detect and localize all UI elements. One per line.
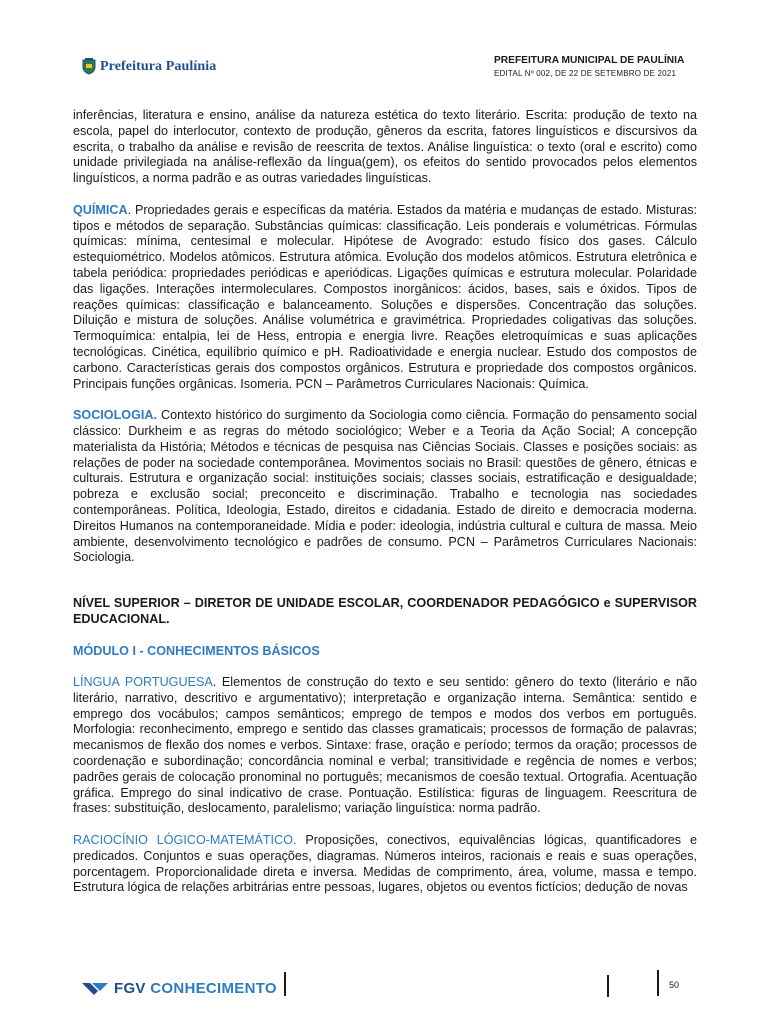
paragraph-sociologia (73, 408, 697, 566)
subject-raciocinio-text: Proposições, conectivos, equivalências lógicas, quantificadores e predicados. Conjuntos e suas operações, diagramas. Números inteiros, racionais e reais e suas operações, porcentagem. Proporcionalidade direta e inversa. Medidas de comprimento, área, volume, massa e tempo. Estrutura lógica de relações arbitrárias entre pessoas, lugares, objetos ou eventos fictícios; dedução de novas (73, 833, 697, 895)
fgv-brand-rest: CONHECIMENTO (150, 980, 277, 997)
paragraph-raciocinio (73, 833, 697, 896)
paragraph-intro: inferências, literatura e ensino, análise da natureza estética do texto literário. Escrita: produção de texto na escola, papel do interlocutor, contexto de produção, gêneros da escrita, fatores linguísticos e discursivos da escrita, o trabalho da análise e revisão de reescrita de textos. Análise linguística: o texto (oral e escrito) como unidade privilegiada na análise-reflexão da língua(gem), os efeitos do sentido provocados pelos elementos linguísticos, a norma padrão e as outras variedades linguísticas. (73, 108, 697, 186)
subject-sociologia-text: Contexto histórico do surgimento da Sociologia como ciência. Formação do pensamento social clássico: Durkheim e as regras do método sociológico; Weber e a Teoria da Ação Social; A concepção materialista da História; Métodos e técnicas de pesquisa nas Ciências Sociais. Classes e posições sociais: as relações de poder na sociedade contemporânea. Movimentos sociais no Brasil: questões de gênero, étnicas e culturais. Estrutura e organização social: instituições sociais; classes sociais, estratificação e desigualdade; pobreza e exclusão social; preconceito e discriminação. Trabalho e tecnologia nas sociedades contemporâneas. Política, Ideologia, Estado, direitos e cidadania. Estado de direito e democracia moderna. Direitos Humanos na contemporaneidade. Mídia e poder: ideologia, indústria cultural e cultura de massa. Meio ambiente, desenvolvimento tecnológico e padrões de consumo. PCN – Parâmetros Curriculares Nacionais: Sociologia. (73, 408, 697, 565)
document-header (494, 55, 684, 78)
fgv-brand-text (114, 980, 277, 997)
page-number: 50 (669, 980, 680, 990)
fgv-brand-bold: FGV (114, 980, 146, 997)
module-heading: MÓDULO I - CONHECIMENTOS BÁSICOS (73, 643, 320, 658)
coat-of-arms-icon (82, 58, 96, 75)
level-heading: NÍVEL SUPERIOR – DIRETOR DE UNIDADE ESCOLAR, COORDENADOR PEDAGÓGICO e SUPERVISOR EDUCACIONAL. (73, 596, 697, 626)
paragraph-portugues (73, 675, 697, 817)
subject-quimica-text: . Propriedades gerais e específicas da matéria. Estados da matéria e mudanças de estado. Misturas: tipos e métodos de separação. Substâncias químicas: classificação. Leis ponderais e volumétricas. Fórmulas químicas: mínima, centesimal e molecular. Hipótese de Avogrado: estudo físico dos gases. Cálculo estequiométrico. Modelos atômicos. Estrutura atômica. Evolução dos modelos atômicos. Estrutura eletrônica e tabela periódica: propriedades periódicas e aperiódicas. Ligações químicas e estrutura molecular. Polaridade das ligações. Interações intermoleculares. Compostos inorgânicos: ácidos, bases, sais e óxidos. Tipos de reações químicas: classificação e balanceamento. Soluções e dispersões. Concentração das soluções. Diluição e mistura de soluções. Análise volumétrica e gravimétrica. Propriedades coligativas das soluções. Termoquímica: entalpia, lei de Hess, entropia e energia livre. Reações eletroquímicas e suas aplicações tecnológicas. Cinética, equilíbrio químico e pH. Radioatividade e energia nuclear. Estudo dos compostos de carbono. Características gerais dos compostos orgânicos. Estrutura e propriedade dos compostos orgânicos. Principais funções orgânicas. Isomeria. PCN – Parâmetros Curriculares Nacionais: Química. (73, 202, 697, 391)
footer-divider-left (284, 972, 286, 996)
subject-portugues-text: . Elementos de construção do texto e seu sentido: gênero do texto (literário e não literário, narrativo, descritivo e argumentativo); interpretação e organização interna. Semântica: sentido e emprego dos vocábulos; campos semânticos; emprego de tempos e modos dos verbos em português. Morfologia: reconhecimento, emprego e sentido das classes gramaticais; processos de formação de palavras; mecanismos de flexão dos nomes e verbos. Sintaxe: frase, oração e período; termos da oração; processos de coordenação e subordinação; concordância nominal e verbal; transitividade e regência de nomes e verbos; padrões gerais de colocação pronominal no português; mecanismos de coesão textual. Ortografia. Acentuação gráfica. Emprego do sinal indicativo de crase. Pontuação. Estilística: figuras de linguagem. Reescritura de frases: substituição, deslocamento, paralelismo; variação linguística: norma padrão. (73, 675, 698, 816)
header-edital: EDITAL Nº 002, DE 22 DE SETEMBRO DE 2021 (494, 69, 677, 78)
fgv-logo (82, 980, 277, 997)
footer-divider-middle (607, 975, 609, 997)
paragraph-quimica (73, 203, 697, 393)
prefeitura-logo (82, 58, 216, 75)
footer-divider-right (657, 970, 659, 996)
subject-sociologia-title: SOCIOLOGIA. (73, 408, 157, 423)
header-org: PREFEITURA MUNICIPAL DE PAULÍNIA (494, 55, 685, 66)
document-body (73, 108, 697, 912)
fgv-mark-icon (82, 981, 110, 997)
subject-portugues-title: LÍNGUA PORTUGUESA (73, 675, 213, 690)
subject-quimica-title: QUÍMICA (73, 202, 128, 217)
subject-raciocinio-title: RACIOCÍNIO LÓGICO-MATEMÁTICO. (73, 833, 297, 848)
logo-text: Prefeitura Paulínia (100, 58, 217, 74)
